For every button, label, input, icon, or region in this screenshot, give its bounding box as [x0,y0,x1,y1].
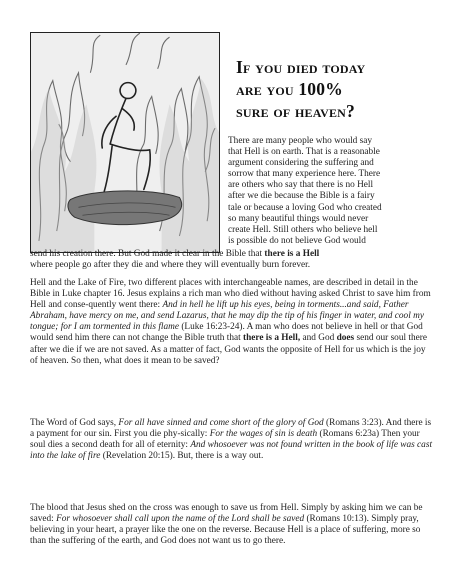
para1-full-line-1 [30,249,435,260]
para2-bold: does [336,333,355,344]
para4-text-run: (Romans 10:13). Simply pray, believing in your heart, a prayer like the one on the reverse. Because Hell is a place of suffering, more so than the suffering of the earth, and God does not want us to go there. [30,514,421,547]
para2-scripture-quote: And in hell he lift up his eyes, being in torments...and said, Father Abraham, have mercy on me, and send Lazarus, that he may dip the tip of his finger in water, and cool my tongue; for I am tormented in this flame [30,300,424,333]
para1-full-line-2: where people go after they die and where they will eventually burn forever. [30,260,311,271]
para1-line: argument considering the suffering and [228,158,374,169]
paragraph-1-beside-image [228,136,433,247]
para1-line: is possible do not believe God would [228,235,366,246]
para1-line: are others who say that there is no Hell [228,180,374,191]
para3-scripture-quote: And whosoever was not found written in the book of life was cast into the lake of fire [30,440,433,462]
para3-text-run: The Word of God says, [30,418,119,428]
para4-scripture-quote: For whosoever shall call upon the name of the Lord shall be saved [56,514,305,525]
flames-illustration [30,32,220,253]
para2-text [30,278,435,367]
para2-text-run: (Luke 16:23-24). A man who does not believe in hell or that God would send him there can not change the Bible truth that [30,322,423,344]
paragraph-4 [30,503,435,547]
para2-text-run: Hell and the Lake of Fire, two different places with interchangeable names, are described in detail in the Bible in Luke chapter 16. Jesus explains a rich man who died without having asked Christ to save him from Hell and conse-quently went there: [30,278,431,311]
paragraph-2 [30,278,435,367]
paragraph-3 [30,418,435,462]
para3-scripture-quote: For the wages of sin is death [209,429,318,440]
para1-text: send his creation there. But God made it clear in the Bible that [30,249,265,259]
para1-line: tale or because a loving God who created [228,202,382,213]
para1-line: There are many people who would say [228,136,373,146]
para1-line: sorrow that many experience here. There [228,169,381,180]
para3-text-run: (Romans 6:23a) Then your soul dies a second death for all of eternity: [30,429,420,451]
para2-text-run: and God [300,333,337,344]
para1-line: after we die because the Bible is a fairy [228,191,375,202]
para2-text-run: send our soul there after we die if we are not saved. As a matter of fact, God wants the opposite of Hell for us which is the joy of heaven. So then, what does it mean to be saved? [30,333,427,366]
headline-line-2: are you 100% [236,79,343,99]
para1-bold: there is a Hell [264,249,320,259]
para3-text-run: (Romans 3:23). And there is a payment for our sin. First you die phy-sically: [30,418,432,440]
para3-scripture-quote: For all have sinned and come short of the glory of God [118,418,324,428]
para3-text [30,418,435,462]
para4-text [30,503,435,547]
para3-text-run: (Revelation 20:15). But, there is a way out. [100,451,264,462]
para4-text-run: The blood that Jesus shed on the cross was enough to save us from Hell. Simply by asking him we can be saved: [30,503,423,525]
headline-line-3: sure of heaven? [236,101,355,121]
para1-line: so many beautiful things would never [228,213,369,224]
para1-line: that Hell is on earth. That is a reasonable [228,147,380,158]
headline-line-1: If you died today [236,57,366,77]
paragraph-1-full-width [30,249,435,271]
para2-bold: there is a Hell, [243,333,301,344]
para1-line: create Hell. Still others who believe hell [228,224,378,235]
headline [236,56,436,122]
flames-figure-drawing [31,33,219,252]
